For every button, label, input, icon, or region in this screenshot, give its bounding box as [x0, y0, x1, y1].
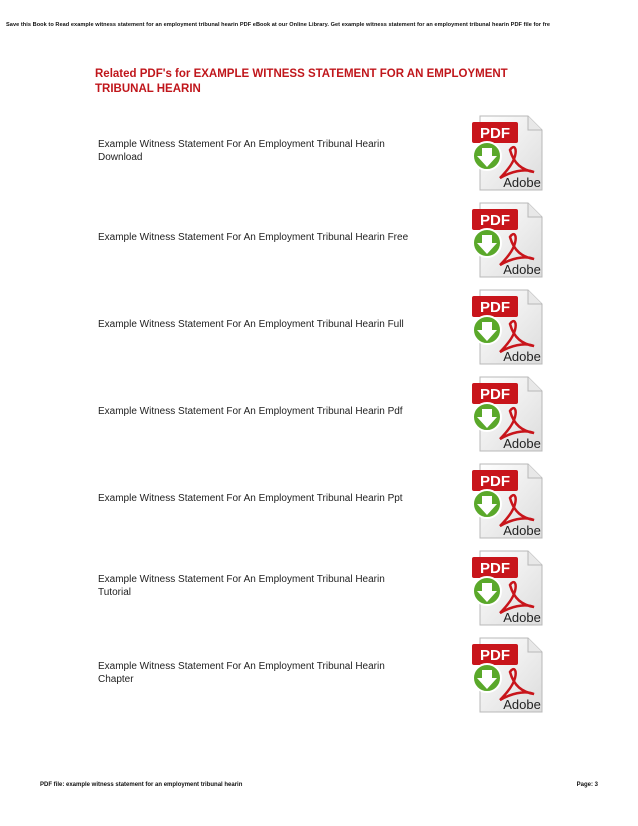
- pdf-download-icon[interactable]: [470, 375, 546, 453]
- pdf-download-icon[interactable]: [470, 636, 546, 714]
- pdf-download-icon-graphic: [470, 549, 546, 627]
- pdf-icon-label: PDF: [480, 560, 510, 577]
- pdf-icon-label: PDF: [480, 125, 510, 142]
- list-item: [0, 545, 638, 635]
- pdf-link-line-1: Example Witness Statement For An Employment Tribunal Hearin Ppt: [98, 493, 403, 504]
- pdf-icon-label: PDF: [480, 299, 510, 316]
- pdf-link-line-1: Example Witness Statement For An Employment Tribunal Hearin: [98, 139, 385, 150]
- pdf-download-icon-graphic: [470, 375, 546, 453]
- pdf-download-icon[interactable]: [470, 549, 546, 627]
- pdf-link[interactable]: [98, 318, 428, 331]
- pdf-link[interactable]: [98, 231, 428, 244]
- pdf-link-line-1: Example Witness Statement For An Employment Tribunal Hearin Full: [98, 319, 404, 330]
- pdf-download-icon-graphic: [470, 201, 546, 279]
- pdf-icon-label: PDF: [480, 212, 510, 229]
- list-item: [0, 632, 638, 722]
- pdf-link[interactable]: [98, 405, 428, 418]
- pdf-link[interactable]: [98, 573, 428, 599]
- adobe-icon-label: Adobe: [503, 610, 541, 625]
- footer-filename: PDF file: example witness statement for an employment tribunal hearin: [40, 782, 243, 788]
- footer-page-number: Page: 3: [576, 782, 598, 788]
- pdf-download-icon-graphic: [470, 462, 546, 540]
- pdf-link-line-1: Example Witness Statement For An Employment Tribunal Hearin Free: [98, 232, 409, 243]
- adobe-icon-label: Adobe: [503, 349, 541, 364]
- adobe-icon-label: Adobe: [503, 262, 541, 277]
- section-title-line-2: TRIBUNAL HEARIN: [95, 83, 201, 95]
- pdf-download-icon-graphic: [470, 636, 546, 714]
- pdf-link[interactable]: [98, 492, 428, 505]
- list-item: [0, 458, 638, 548]
- section-title: [95, 67, 535, 97]
- pdf-link[interactable]: [98, 138, 428, 164]
- pdf-download-icon[interactable]: [470, 462, 546, 540]
- pdf-icon-label: PDF: [480, 386, 510, 403]
- pdf-link-line-1: Example Witness Statement For An Employment Tribunal Hearin: [98, 661, 385, 672]
- list-item: [0, 110, 638, 200]
- pdf-download-icon-graphic: [470, 114, 546, 192]
- pdf-download-icon[interactable]: [470, 288, 546, 366]
- pdf-link-line-2: Download: [98, 152, 143, 163]
- adobe-icon-label: Adobe: [503, 697, 541, 712]
- pdf-link[interactable]: [98, 660, 428, 686]
- pdf-download-icon[interactable]: [470, 201, 546, 279]
- list-item: [0, 371, 638, 461]
- section-title-line-1: Related PDF's for EXAMPLE WITNESS STATEMENT FOR AN EMPLOYMENT: [95, 68, 508, 80]
- adobe-icon-label: Adobe: [503, 523, 541, 538]
- list-item: [0, 197, 638, 287]
- pdf-icon-label: PDF: [480, 473, 510, 490]
- pdf-link-line-2: Chapter: [98, 674, 134, 685]
- pdf-link-line-1: Example Witness Statement For An Employment Tribunal Hearin Pdf: [98, 406, 403, 417]
- adobe-icon-label: Adobe: [503, 436, 541, 451]
- pdf-download-icon-graphic: [470, 288, 546, 366]
- pdf-download-icon[interactable]: [470, 114, 546, 192]
- pdf-icon-label: PDF: [480, 647, 510, 664]
- top-banner: Save this Book to Read example witness statement for an employment tribunal hearin PDF eBook at our Online Library. Get example witness statement for an employment tribunal hearin PDF file for fre: [6, 22, 551, 28]
- adobe-icon-label: Adobe: [503, 175, 541, 190]
- pdf-link-line-2: Tutorial: [98, 587, 131, 598]
- pdf-link-line-1: Example Witness Statement For An Employment Tribunal Hearin: [98, 574, 385, 585]
- list-item: [0, 284, 638, 374]
